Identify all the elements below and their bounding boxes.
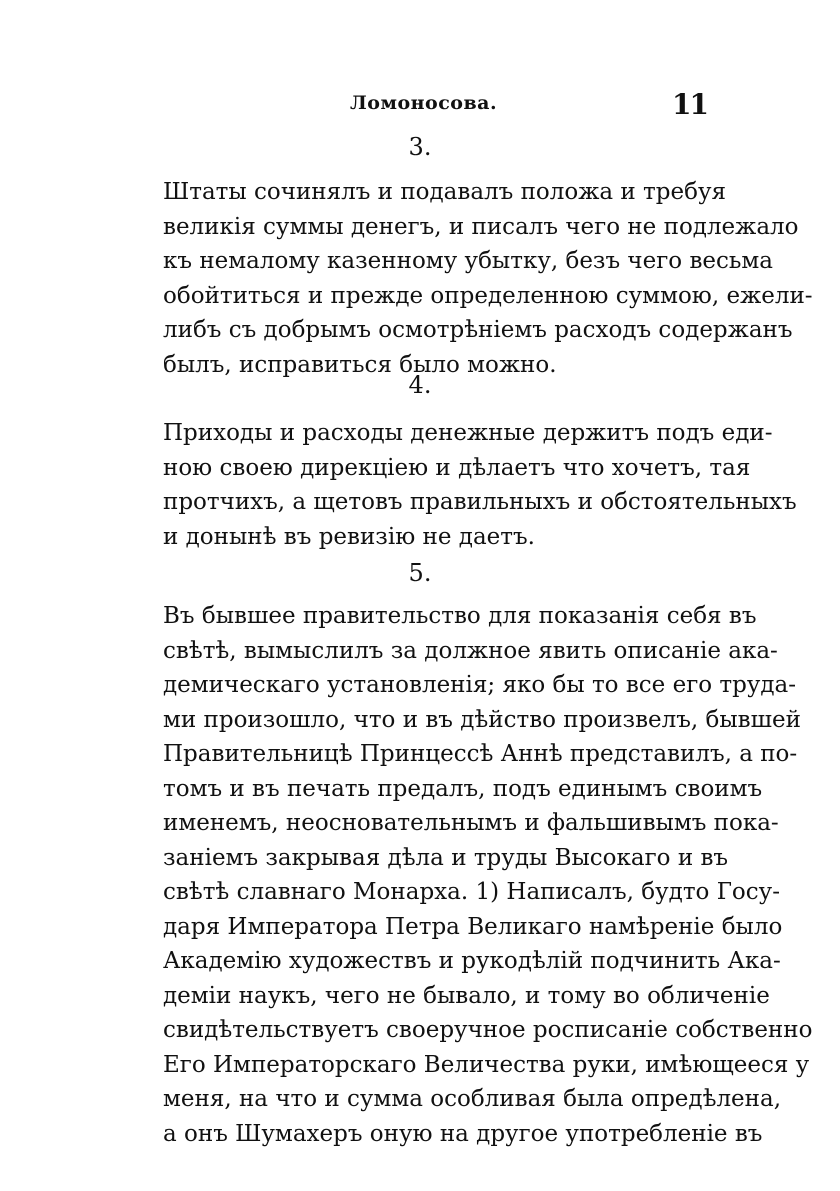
text-line: Правительницѣ Принцессѣ Аннѣ представилъ, а по- (163, 741, 798, 767)
text-line: заніемъ закрывая дѣла и труды Высокаго и въ (163, 844, 729, 871)
text-line: Въ бывшее правительство для показанія себя въ (163, 603, 757, 629)
text-line: ми произошло, что и въ дѣйство произвелъ, бывшей (163, 706, 801, 733)
text-line: ною своею дирекціею и дѣлаетъ что хочетъ, тая (163, 454, 751, 481)
section-number: 5. (408, 559, 432, 587)
text-line: демическаго установленія; яко бы то все его труда- (163, 672, 797, 698)
text-line: Приходы и расходы денежные держитъ подъ еди- (163, 420, 773, 446)
text-line: и донынѣ въ ревизію не даетъ. (163, 523, 535, 550)
section-paragraph (163, 599, 813, 1151)
text-line: именемъ, неосновательнымъ и фальшивымъ пока- (163, 810, 779, 836)
text-line: обойтиться и прежде определенною суммою, ежели- (163, 282, 813, 309)
running-head (0, 88, 840, 122)
text-line: свѣтѣ, вымыслилъ за должное явить описаніе ака- (163, 637, 778, 664)
text-line: томъ и въ печать предалъ, подъ единымъ своимъ (163, 775, 763, 802)
text-line: протчихъ, а щетовъ правильныхъ и обстоятельныхъ (163, 489, 797, 515)
text-line: Академію художествъ и рукодѣлій подчинить Ака- (163, 948, 781, 974)
text-line: меня, на что и сумма особливая была опредѣлена, (163, 1086, 782, 1112)
text-line: а онъ Шумахеръ оную на другое употребленіе въ (163, 1120, 763, 1147)
text-line: Штаты сочинялъ и подавалъ положа и требуя (163, 179, 726, 205)
page-number: 11 (672, 88, 707, 121)
text-line: даря Императора Петра Великаго намѣреніе было (163, 913, 783, 940)
text-line: былъ, исправиться было можно. (163, 351, 557, 378)
text-line: Его Императорскаго Величества руки, имѣющееся у (163, 1051, 810, 1078)
section-number: 4. (408, 371, 432, 399)
text-line: либъ съ добрымъ осмотрѣніемъ расходъ содержанъ (163, 317, 793, 343)
section-paragraph (163, 175, 813, 382)
running-title: Ломоносова. (350, 92, 498, 114)
section-paragraph (163, 416, 797, 554)
text-line: свѣтѣ славнаго Монарха. 1) Написалъ, будто Госу- (163, 879, 780, 905)
text-line: къ немалому казенному убытку, безъ чего весьма (163, 248, 774, 274)
text-line: свидѣтельствуетъ своеручное росписаніе собственно (163, 1017, 813, 1043)
section-number: 3. (408, 133, 432, 161)
text-line: великія суммы денегъ, и писалъ чего не подлежало (163, 213, 799, 240)
text-line: деміи наукъ, чего не бывало, и тому во обличеніе (163, 982, 770, 1009)
